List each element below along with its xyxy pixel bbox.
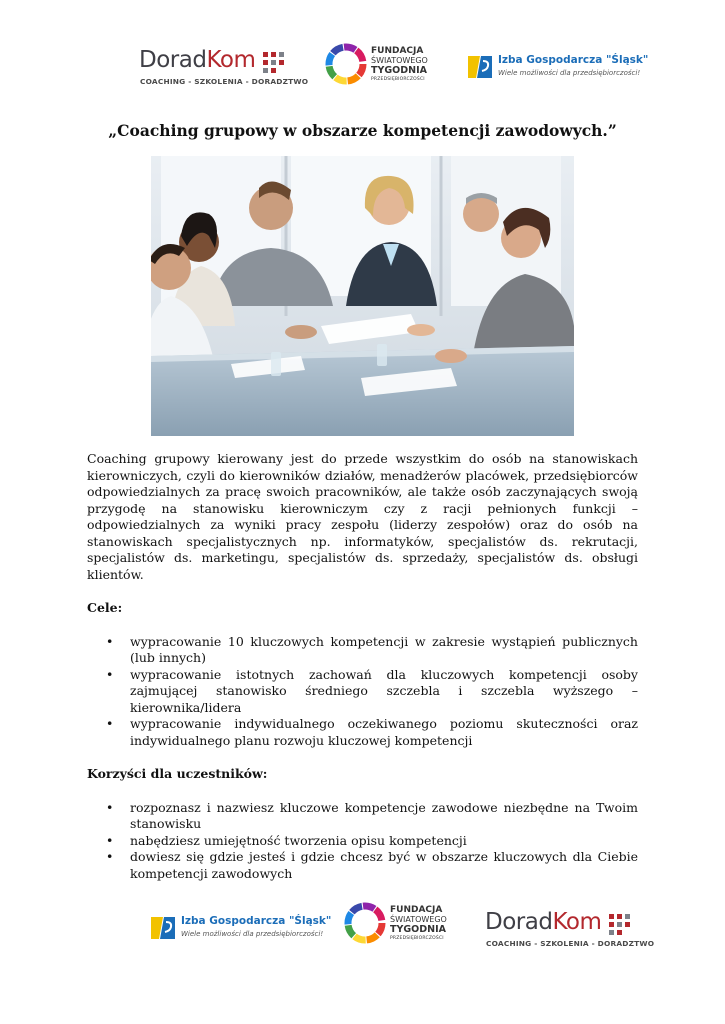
doradkom-logo-footer bbox=[485, 908, 655, 958]
doradkom-tagline: COACHING - SZKOLENIA - DORADZTWO bbox=[486, 939, 655, 948]
main-content bbox=[87, 451, 638, 882]
document-title: „Coaching grupowy w obszarze kompetencji zawodowych.” bbox=[108, 121, 617, 140]
doradkom-brand: DoradKom bbox=[139, 47, 256, 73]
izba-logo bbox=[468, 52, 649, 86]
izba-name: Izba Gospodarcza "Śląsk" bbox=[181, 915, 332, 927]
doradkom-dots-icon bbox=[263, 52, 285, 74]
business-meeting-photo bbox=[151, 156, 574, 436]
doradkom-brand: DoradKom bbox=[485, 909, 602, 935]
benefit-item-2: • nabędziesz umiejętność tworzenia opisu kompetencji bbox=[87, 833, 638, 850]
intro-paragraph: Coaching grupowy kierowany jest do przede wszystkim do osób na stanowiskach kierowniczych, czyli do kierowników działów, menadżerów placówek, przedsiębiorców odpowiedzialnych za pracę swoich pracowników, ale także osób zaczynających swoją przygodę na stanowisku kierowniczym czy z racji pełnionych funkcji – odpowiedzialnych za wyniki pracy zespołu (liderzy zespołów) oraz do osób na stanowiskach specjalistycznych np. informatyków, specjalistów ds. rekrutacji, specjalistów ds. marketingu, specjalistów ds. sprzedaży, specjalistów ds. obsługi klientów. bbox=[87, 451, 638, 582]
izba-emblem-icon bbox=[151, 915, 175, 941]
goals-list bbox=[87, 634, 638, 750]
benefits-list bbox=[87, 800, 638, 883]
izba-name: Izba Gospodarcza "Śląsk" bbox=[498, 54, 649, 66]
goal-item-2: • wypracowanie istotnych zachowań dla kluczowych kompetencji osoby zajmującej stanowisko średniego szczebla i szczebla wyższego – kierownika/lidera bbox=[87, 667, 638, 717]
benefits-heading: Korzyści dla uczestników: bbox=[87, 766, 268, 781]
benefit-item-3: • dowiesz się gdzie jesteś i gdzie chcesz być w obszarze kluczowych dla Ciebie kompetencji zawodowych bbox=[87, 849, 638, 882]
benefit-item-1: • rozpoznasz i nazwiesz kluczowe kompetencje zawodowe niezbędne na Twoim stanowisku bbox=[87, 800, 638, 833]
fundacja-text: FUNDACJA ŚWIATOWEGO TYGODNIA PRZEDSIĘBIORCZOŚCI bbox=[371, 46, 428, 82]
footer-logos bbox=[0, 895, 725, 955]
goals-heading: Cele: bbox=[87, 600, 123, 615]
fundacja-text: FUNDACJA ŚWIATOWEGO TYGODNIA PRZEDSIĘBIORCZOŚCI bbox=[390, 905, 447, 941]
izba-motto: Wiele możliwości dla przedsiębiorczości! bbox=[498, 69, 641, 77]
doradkom-tagline: COACHING - SZKOLENIA - DORADZTWO bbox=[140, 77, 309, 86]
goal-item-1: • wypracowanie 10 kluczowych kompetencji w zakresie wystąpień publicznych (lub innych) bbox=[87, 634, 638, 667]
meeting-illustration bbox=[151, 156, 574, 436]
fundacja-logo bbox=[324, 42, 428, 92]
izba-emblem-icon bbox=[468, 54, 492, 80]
goal-item-3: • wypracowanie indywidualnego oczekiwanego poziomu skuteczności oraz indywidualnego planu rozwoju kluczowej kompetencji bbox=[87, 716, 638, 749]
header-logos bbox=[0, 38, 725, 98]
fundacja-logo-footer bbox=[343, 901, 447, 951]
izba-motto: Wiele możliwości dla przedsiębiorczości! bbox=[181, 930, 324, 938]
colorful-ring-icon bbox=[343, 901, 387, 945]
colorful-ring-icon bbox=[324, 42, 368, 86]
doradkom-dots-icon bbox=[609, 914, 631, 936]
izba-logo-footer bbox=[151, 913, 332, 947]
doradkom-logo bbox=[139, 46, 309, 96]
